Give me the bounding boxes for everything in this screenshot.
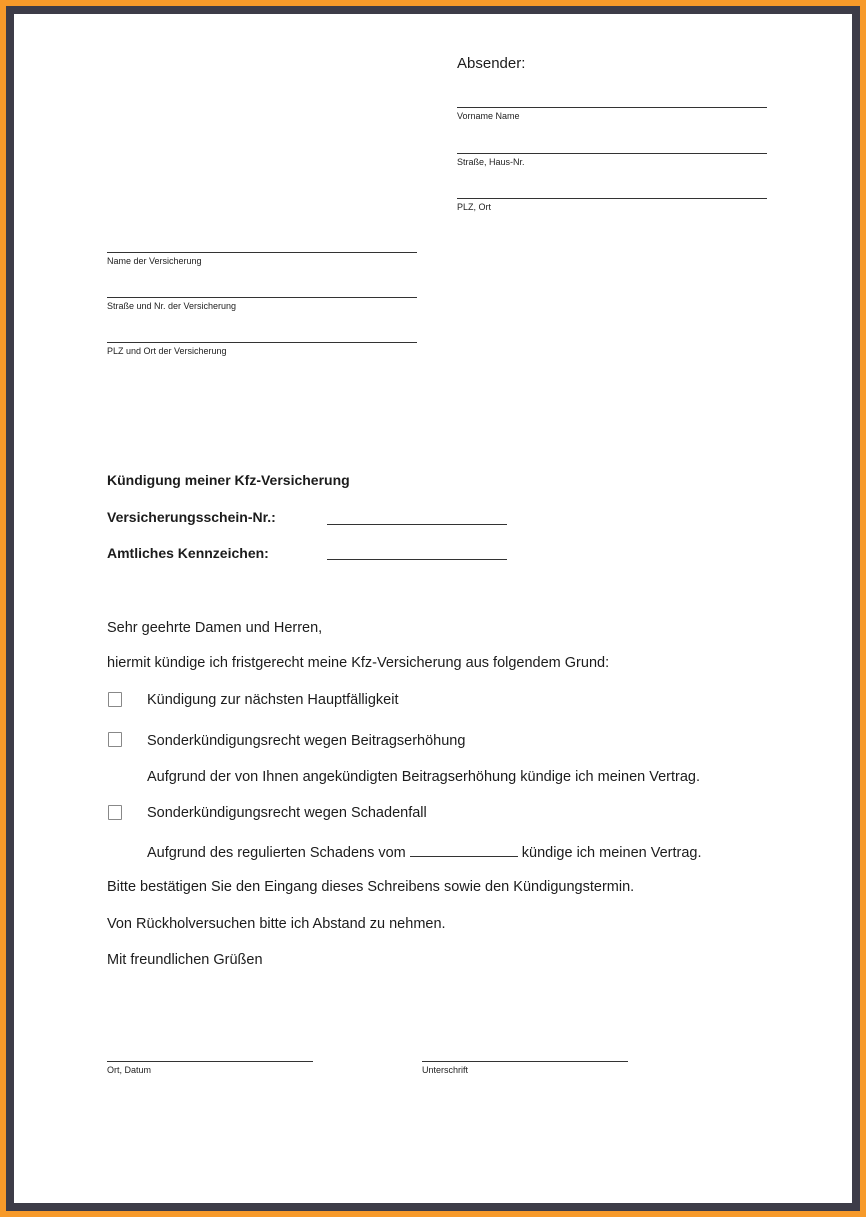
option-main-due-checkbox[interactable] [108, 692, 122, 707]
option-claim-detail-after: kündige ich meinen Vertrag. [521, 845, 702, 861]
recipient-street-label: Straße und Nr. der Versicherung [107, 301, 237, 311]
option-claim-detail [147, 844, 702, 861]
sender-street-line [457, 153, 767, 154]
option-premium-increase-label: Sonderkündigungsrecht wegen Beitragserhöhung [147, 733, 466, 749]
salutation: Sehr geehrte Damen und Herren, [107, 620, 323, 636]
recipient-name-label: Name der Versicherung [107, 256, 202, 266]
option-claim-checkbox[interactable] [108, 805, 122, 820]
sender-title: Absender: [457, 55, 526, 72]
confirmation-request: Bitte bestätigen Sie den Eingang dieses Schreibens sowie den Kündigungstermin. [107, 879, 635, 895]
option-premium-increase-detail: Aufgrund der von Ihnen angekündigten Beitragserhöhung kündige ich meinen Vertrag. [147, 769, 701, 785]
policy-number-field[interactable] [327, 524, 507, 525]
letter-page [14, 14, 852, 1203]
option-claim-detail-before: Aufgrund des regulierten Schadens vom [147, 845, 406, 861]
no-retention-request: Von Rückholversuchen bitte ich Abstand zu nehmen. [107, 916, 446, 932]
subject-title: Kündigung meiner Kfz-Versicherung [107, 472, 350, 488]
signature-line[interactable] [422, 1061, 628, 1062]
closing: Mit freundlichen Grüßen [107, 952, 263, 968]
sender-name-label: Vorname Name [457, 111, 520, 121]
option-claim-label: Sonderkündigungsrecht wegen Schadenfall [147, 805, 427, 821]
place-date-label: Ort, Datum [107, 1065, 152, 1075]
sender-city-label: PLZ, Ort [457, 202, 492, 212]
option-premium-increase-checkbox[interactable] [108, 732, 122, 747]
claim-date-field[interactable] [410, 844, 518, 857]
place-date-line[interactable] [107, 1061, 313, 1062]
recipient-city-line [107, 342, 417, 343]
sender-street-label: Straße, Haus-Nr. [457, 157, 525, 167]
option-main-due-label: Kündigung zur nächsten Hauptfälligkeit [147, 692, 399, 708]
policy-number-label: Versicherungsschein-Nr.: [107, 509, 276, 525]
recipient-city-label: PLZ und Ort der Versicherung [107, 346, 227, 356]
sender-city-line [457, 198, 767, 199]
recipient-street-line [107, 297, 417, 298]
license-plate-field[interactable] [327, 559, 507, 560]
license-plate-label: Amtliches Kennzeichen: [107, 545, 269, 561]
intro-text: hiermit kündige ich fristgerecht meine Kfz-Versicherung aus folgendem Grund: [107, 655, 610, 671]
sender-name-line [457, 107, 767, 108]
recipient-name-line [107, 252, 417, 253]
signature-label: Unterschrift [422, 1065, 469, 1075]
